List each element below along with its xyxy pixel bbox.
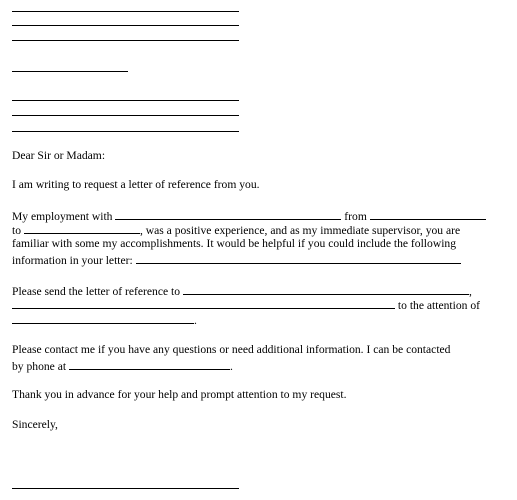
supervisor-text: , was a positive experience, and as my immediate supervisor, you are (139, 224, 461, 237)
start-date-blank[interactable] (370, 208, 486, 220)
employment-line-4 (12, 252, 461, 268)
from-label: from (344, 210, 367, 223)
thanks-paragraph: Thank you in advance for your help and prompt attention to my request. (12, 388, 347, 401)
comma: , (468, 285, 472, 298)
send-line-2 (12, 297, 480, 313)
attention-blank[interactable] (12, 312, 194, 324)
signature-line[interactable] (12, 488, 239, 489)
employment-line-3: familiar with some my accomplishments. It would be helpful if you could include the following (12, 237, 457, 250)
to-label: to (12, 224, 22, 237)
information-label: information in your letter: (12, 254, 133, 267)
phone-label: by phone at (12, 360, 67, 373)
contact-line-1: Please contact me if you have any questions or need additional information. I can be contacted (12, 343, 451, 356)
date-line[interactable] (12, 71, 128, 72)
end-date-blank[interactable] (24, 222, 140, 234)
employment-line-2 (12, 222, 460, 238)
contact-line-2 (12, 358, 233, 374)
employer-blank[interactable] (115, 208, 341, 220)
address-line-1[interactable] (12, 11, 239, 12)
closing: Sincerely, (12, 418, 58, 431)
employment-label: My employment with (12, 210, 113, 223)
attention-label: to the attention of (397, 299, 481, 312)
send-address-blank-1[interactable] (183, 283, 469, 295)
address-line-3[interactable] (12, 40, 239, 41)
send-address-blank-2[interactable] (12, 297, 395, 309)
phone-blank[interactable] (69, 358, 230, 370)
information-blank[interactable] (136, 252, 461, 264)
send-label: Please send the letter of reference to (12, 285, 181, 298)
salutation: Dear Sir or Madam: (12, 149, 106, 162)
period: . (194, 314, 197, 327)
intro-paragraph: I am writing to request a letter of reference from you. (12, 178, 260, 191)
period: . (230, 360, 233, 373)
recipient-line-1[interactable] (12, 100, 239, 101)
send-line-3 (12, 312, 197, 328)
address-line-2[interactable] (12, 25, 239, 26)
recipient-line-3[interactable] (12, 131, 239, 132)
recipient-line-2[interactable] (12, 115, 239, 116)
